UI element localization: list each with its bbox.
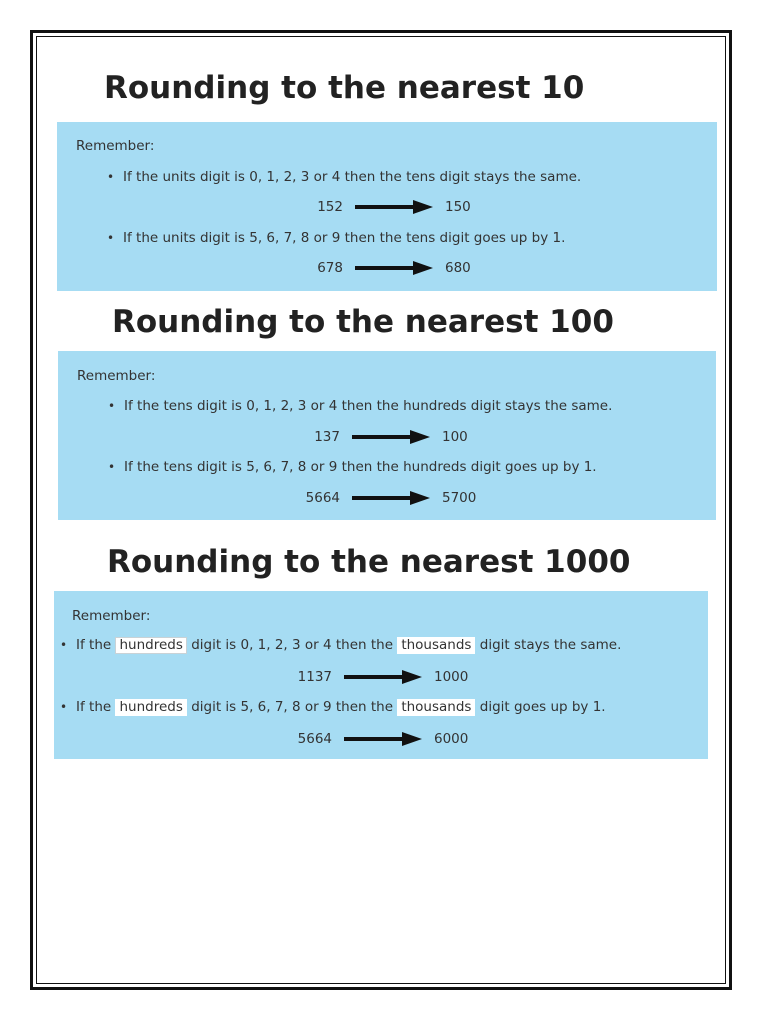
rule-text-middle: digit is 5, 6, 7, 8 or 9 then the [191, 699, 394, 715]
bullet-dot: • [107, 231, 115, 245]
bullet-dot: • [108, 460, 116, 474]
arrow-right-icon [352, 430, 430, 444]
example-from: 678 [317, 260, 343, 276]
example-row [286, 669, 468, 685]
section-heading-nearest-1000: Rounding to the nearest 1000 [107, 544, 631, 580]
arrow-right-icon [344, 670, 422, 684]
rule-text-start: If the [76, 637, 112, 653]
bullet-dot: • [107, 170, 115, 184]
remember-label: Remember: [77, 368, 156, 384]
arrow-right-icon [355, 261, 433, 275]
rule-item [60, 637, 621, 654]
arrow-right-icon [355, 200, 433, 214]
example-row [304, 429, 468, 445]
rule-text: If the units digit is 0, 1, 2, 3 or 4 then the tens digit stays the same. [123, 169, 582, 185]
arrow-right-icon [352, 491, 430, 505]
arrow-right-icon [344, 732, 422, 746]
rule-item [107, 230, 565, 246]
rule-text-end: digit stays the same. [479, 637, 622, 653]
example-to: 1000 [434, 669, 469, 685]
example-from: 137 [314, 429, 340, 445]
rule-item [108, 459, 597, 475]
bullet-dot: • [60, 700, 68, 714]
remember-box-nearest-10 [57, 122, 717, 291]
rule-item [108, 398, 612, 414]
rule-text: If the tens digit is 0, 1, 2, 3 or 4 then the hundreds digit stays the same. [124, 398, 613, 414]
rule-item [60, 699, 606, 716]
remember-box-nearest-1000 [54, 591, 708, 759]
rule-text-middle: digit is 0, 1, 2, 3 or 4 then the [191, 637, 394, 653]
bullet-dot: • [108, 399, 116, 413]
rule-text: If the tens digit is 5, 6, 7, 8 or 9 then the hundreds digit goes up by 1. [124, 459, 597, 475]
section-heading-nearest-10: Rounding to the nearest 10 [104, 70, 585, 106]
example-row [307, 260, 471, 276]
example-to: 6000 [434, 731, 469, 747]
blank-box-hundreds: hundreds [115, 637, 186, 654]
example-to: 100 [442, 429, 468, 445]
remember-label: Remember: [72, 608, 151, 624]
remember-box-nearest-100 [58, 351, 716, 520]
example-to: 5700 [442, 490, 477, 506]
blank-box-thousands: thousands [397, 637, 475, 654]
remember-label: Remember: [76, 138, 155, 154]
example-from: 5664 [305, 490, 340, 506]
example-to: 680 [445, 260, 471, 276]
example-row [294, 490, 476, 506]
example-row [307, 199, 471, 215]
blank-box-thousands: thousands [397, 699, 475, 716]
bullet-dot: • [60, 638, 68, 652]
example-from: 152 [317, 199, 343, 215]
example-row [286, 731, 468, 747]
rule-text-start: If the [76, 699, 112, 715]
section-heading-nearest-100: Rounding to the nearest 100 [112, 304, 614, 340]
rule-text: If the units digit is 5, 6, 7, 8 or 9 then the tens digit goes up by 1. [123, 230, 566, 246]
example-from: 5664 [297, 731, 332, 747]
example-from: 1137 [297, 669, 332, 685]
rule-text-end: digit goes up by 1. [479, 699, 606, 715]
rule-item [107, 169, 581, 185]
blank-box-hundreds: hundreds [115, 699, 186, 716]
example-to: 150 [445, 199, 471, 215]
